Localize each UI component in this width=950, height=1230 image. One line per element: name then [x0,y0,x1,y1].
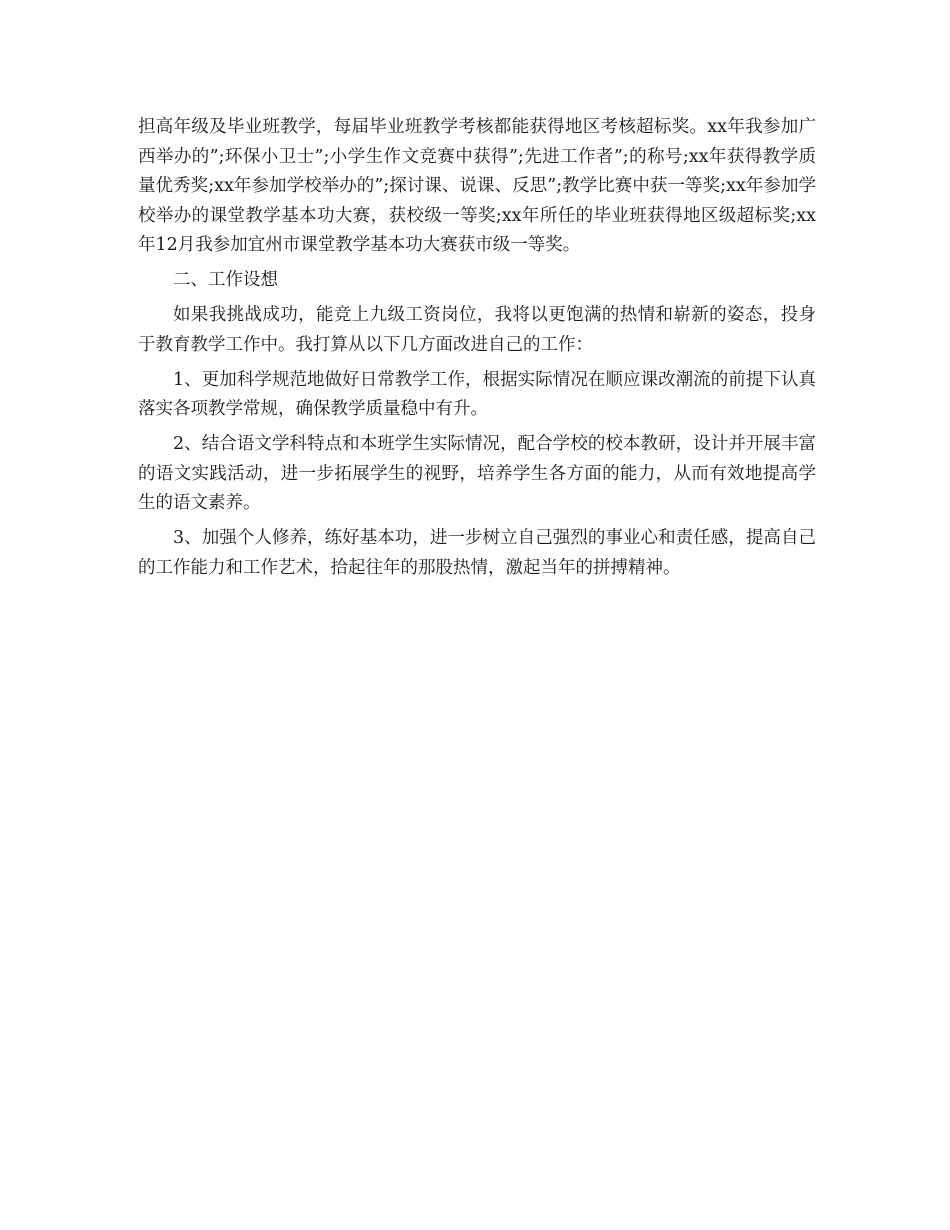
document-body [138,113,816,589]
section-heading-work-plan: 二、工作设想 [173,270,278,290]
paragraph-plan-item-2: 2、结合语文学科特点和本班学生实际情况，配合学校的校本教研，设计并开展丰富的语文实践活动，进一步拓展学生的视野，培养学生各方面的能力，从而有效地提高学生的语文素养。 [138,434,816,513]
paragraph-plan-item-3: 3、加强个人修养，练好基本功，进一步树立自己强烈的事业心和责任感，提高自己的工作能力和工作艺术，拾起往年的那股热情，激起当年的拼搏精神。 [138,528,816,578]
paragraph-awards-continuation: 担高年级及毕业班教学，每届毕业班教学考核都能获得地区考核超标奖。xx年我参加广西举办的”;环保小卫士”;小学生作文竞赛中获得”;先进工作者”;的称号;xx年获得教学质量优秀奖;xx年参加学校举办的”;探讨课、说课、反思”;教学比赛中获一等奖;xx年参加学校举办的课堂教学基本功大赛，获校级一等奖;xx年所任的毕业班获得地区级超标奖;xx年12月我参加宜州市课堂教学基本功大赛获市级一等奖。 [138,117,816,255]
paragraph-plan-item-1: 1、更加科学规范地做好日常教学工作，根据实际情况在顺应课改潮流的前提下认真落实各项教学常规，确保教学质量稳中有升。 [138,369,816,419]
paragraph-work-plan-intro: 如果我挑战成功，能竞上九级工资岗位，我将以更饱满的热情和崭新的姿态，投身于教育教学工作中。我打算从以下几方面改进自己的工作： [138,305,816,355]
